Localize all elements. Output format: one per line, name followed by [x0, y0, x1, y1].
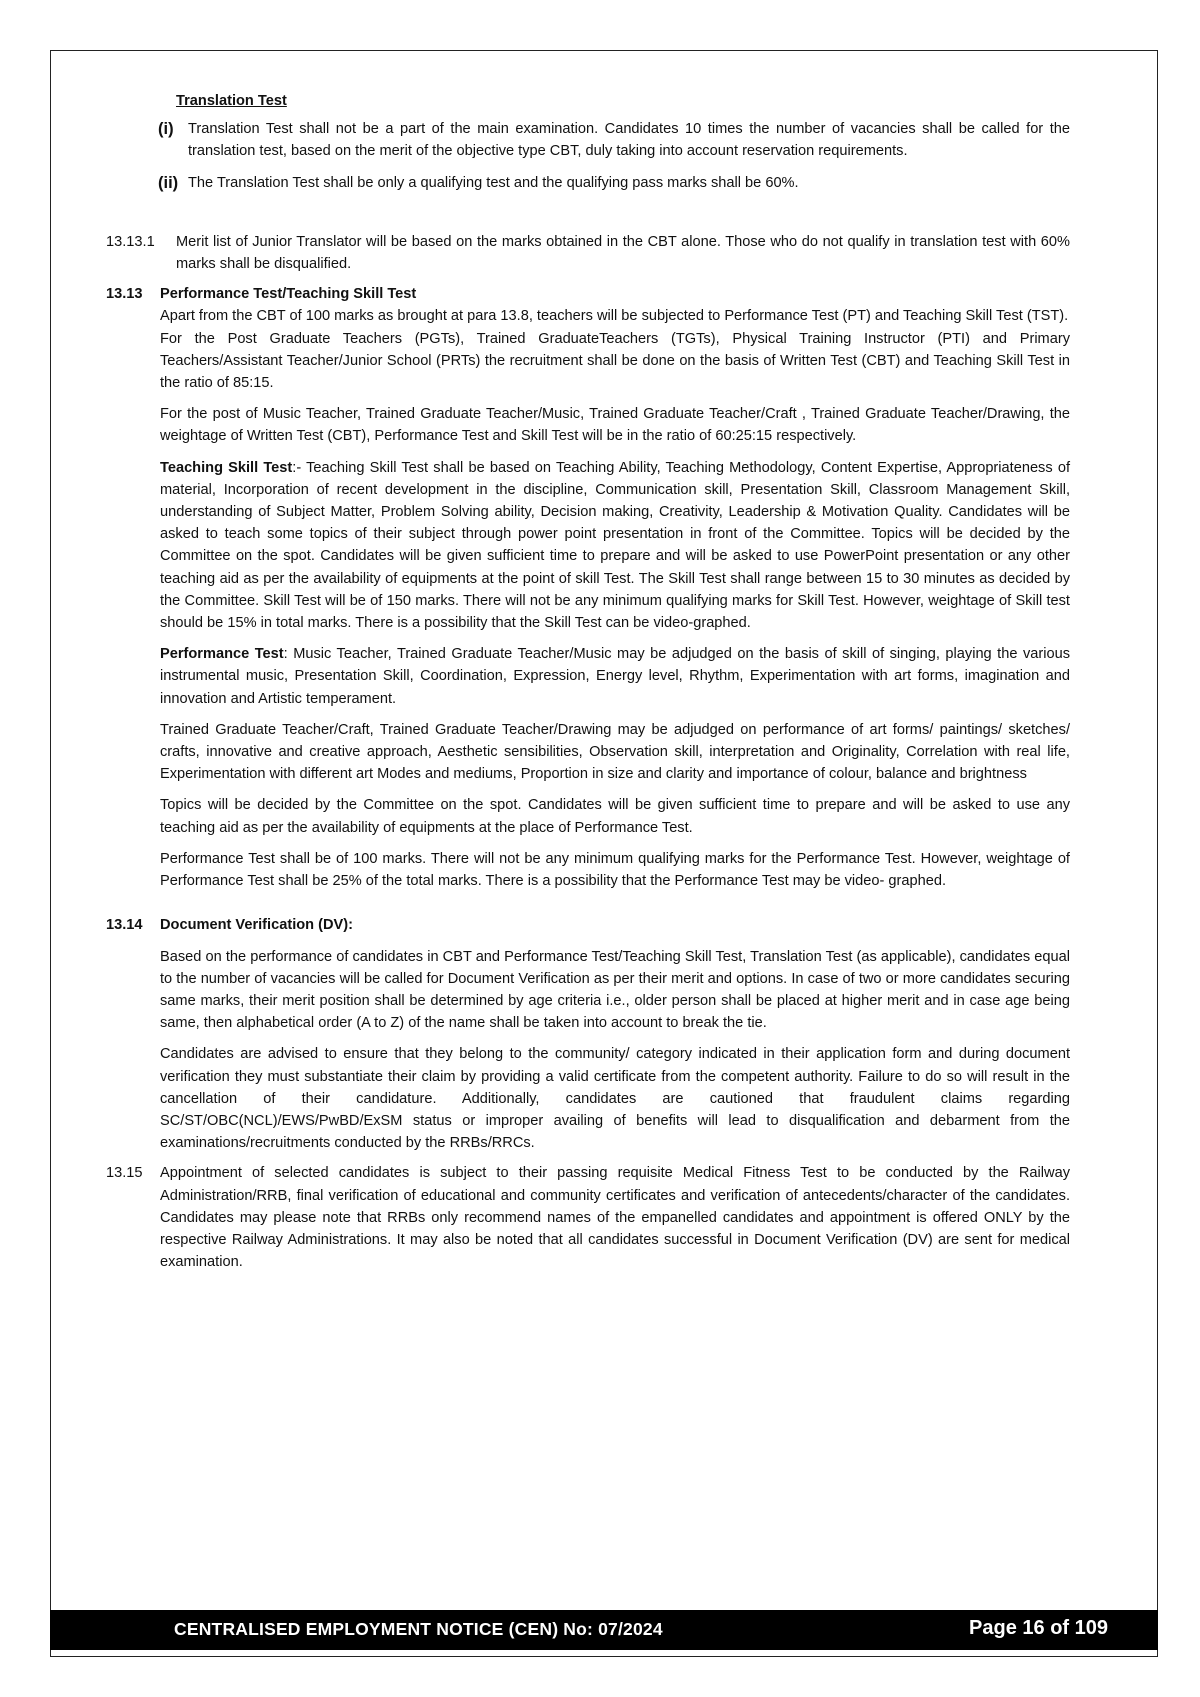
performance-test-text: : Music Teacher, Trained Graduate Teacher/Music may be adjudged on the basis of skill of singing, playing the various instrumental music, Presentation Skill, Coordination, Expression, Energy level, Rhythm, Experimentation with art forms, imagination and innovation and Artistic temperament. — [160, 646, 1071, 707]
performance-test-label: Performance Test — [160, 646, 284, 663]
list-item — [158, 118, 1070, 162]
paragraph: Appointment of selected candidates is subject to their passing requisite Medical Fitness Test to be conducted by the Railway Administration/RRB, final verification of educational and community certificates and verification of antecedents/character of the candidates. Candidates may please note that RRBs only recommend names of the empanelled candidates and appointment is offered ONLY by the respective Railway Administrations. It may also be noted that all candidates successful in Document Verification (DV) are sent for medical examination. — [160, 1165, 1070, 1271]
item-number: (ii) — [158, 173, 179, 192]
notice-number: CENTRALISED EMPLOYMENT NOTICE (CEN) No: 07/2024 — [174, 1619, 663, 1639]
item-number: (i) — [158, 120, 174, 139]
paragraph: Trained Graduate Teacher/Craft, Trained Graduate Teacher/Drawing may be adjudged on performance of art forms/ paintings/ sketches/ crafts, innovative and creative approach, Aesthetic sensibilities, Observation skill, interpretation and Originality, Correlation with real life, Experimentation with different art Modes and mediums, Proportion in size and clarity and importance of colour, balance and brightness — [160, 721, 1070, 783]
section-number: 13.13.1 — [106, 233, 155, 250]
translation-test-heading: Translation Test — [176, 93, 287, 109]
section-13-15 — [106, 1162, 1070, 1273]
section-13-14 — [106, 914, 1070, 1154]
paragraph: Based on the performance of candidates in CBT and Performance Test/Teaching Skill Test, Translation Test (as applicable), candidates equal to the number of vacancies will be called for Document Verification as per their merit and options. In case of two or more candidates securing same marks, their merit position shall be determined by age criteria i.e., older person shall be placed at higher merit and in case age being same, then alphabetical order (A to Z) of the name shall be taken into account to break the tie. — [160, 948, 1070, 1032]
paragraph: Topics will be decided by the Committee on the spot. Candidates will be given sufficient time to prepare and will be asked to use any teaching aid as per the availability of equipments at the place of Performance Test. — [160, 797, 1070, 836]
page-content — [106, 90, 1071, 1281]
teaching-skill-test-text: :- Teaching Skill Test shall be based on Teaching Ability, Teaching Methodology, Content Expertise, Appropriateness of material, Incorporation of recent development in the discipline, Communication skill, Presentation Skill, Classroom Management Skill, understanding of Subject Matter, Problem Solving ability, Decision making, Creativity, Leadership & Motivation Quality. Candidates will be asked to teach some topics of their subject through power point presentation in front of the Committee. Topics will be decided by the Committee on the spot. Candidates will be given sufficient time to prepare and will be asked to use PowerPoint presentation or any other teaching aid as per the availability of equipments at the point of skill Test. The Skill Test shall range between 15 to 30 minutes as decided by the Committee. Skill Test will be of 150 marks. There will not be any minimum qualifying marks for Skill Test. However, weightage of Skill test should be 15% in total marks. There is a possibility that the Skill Test can be video-graphed. — [160, 459, 1070, 632]
section-13-13 — [106, 283, 1070, 892]
item-text: The Translation Test shall be only a qualifying test and the qualifying pass marks shall be 60%. — [188, 174, 799, 191]
paragraph: Merit list of Junior Translator will be based on the marks obtained in the CBT alone. Those who do not qualify in translation test with 60% marks shall be disqualified. — [176, 233, 1070, 273]
item-text: Translation Test shall not be a part of the main examination. Candidates 10 times the number of vacancies shall be called for the translation test, based on the merit of the objective type CBT, duly taking into account reservation requirements. — [188, 121, 1070, 160]
section-13-13-1 — [106, 231, 1070, 275]
paragraph: Candidates are advised to ensure that they belong to the community/ category indicated in their application form and during document verification they must substantiate their claim by providing a valid certificate from the competent authority. Failure to do so will result in the cancellation of their candidature. Additionally, candidates are cautioned that fraudulent claims regarding SC/ST/OBC(NCL)/EWS/PwBD/ExSM status or improper availing of benefits will lead to disqualification and debarment from the examinations/recruitments conducted by the RRBs/RRCs. — [160, 1046, 1070, 1152]
page-footer — [50, 1610, 1158, 1650]
list-item — [158, 172, 1070, 194]
paragraph: For the post of Music Teacher, Trained Graduate Teacher/Music, Trained Graduate Teacher/Craft , Trained Graduate Teacher/Drawing, the weightage of Written Test (CBT), Performance Test and Skill Test will be in the ratio of 60:25:15 respectively. — [160, 406, 1070, 445]
page-number: Page 16 of 109 — [969, 1617, 1108, 1639]
paragraph: Apart from the CBT of 100 marks as brought at para 13.8, teachers will be subjected to Performance Test (PT) and Teaching Skill Test (TST). — [160, 308, 1069, 325]
paragraph: Performance Test shall be of 100 marks. There will not be any minimum qualifying marks for the Performance Test. However, weightage of Performance Test shall be 25% of the total marks. There is a possibility that the Performance Test may be video- graphed. — [160, 850, 1070, 890]
section-number: 13.14 — [106, 917, 143, 934]
section-title: Document Verification (DV): — [160, 917, 353, 934]
paragraph — [160, 643, 1070, 710]
section-number: 13.13 — [106, 286, 143, 303]
paragraph — [160, 457, 1070, 635]
section-title: Performance Test/Teaching Skill Test — [160, 286, 417, 303]
teaching-skill-test-label: Teaching Skill Test — [160, 459, 293, 476]
section-number: 13.15 — [106, 1165, 143, 1182]
paragraph: For the Post Graduate Teachers (PGTs), Trained GraduateTeachers (TGTs), Physical Training Instructor (PTI) and Primary Teachers/Assistant Teacher/Junior School (PRTs) the recruitment shall be done on the basis of Written Test (CBT) and Teaching Skill Test in the ratio of 85:15. — [160, 330, 1070, 392]
